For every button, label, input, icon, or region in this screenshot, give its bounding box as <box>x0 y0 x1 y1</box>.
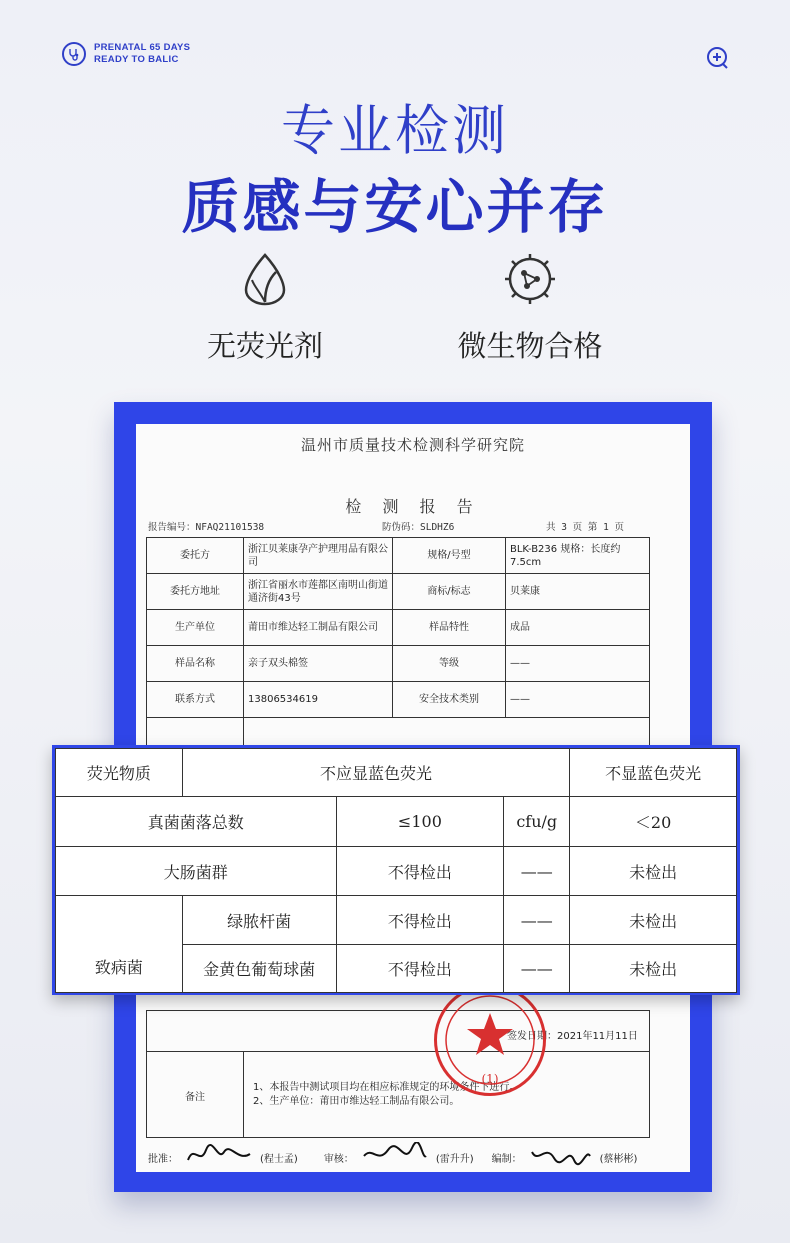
brand-logo <box>62 42 190 66</box>
result-item: 金黄色葡萄球菌 <box>182 945 336 993</box>
result-value: ＜20 <box>570 797 737 847</box>
result-value: 未检出 <box>570 896 737 945</box>
table-row <box>147 574 650 610</box>
info-key: 委托方地址 <box>147 574 244 610</box>
approve-name: (程士孟) <box>260 1154 298 1165</box>
edit-label: 编制： <box>491 1154 522 1165</box>
report-lower-box <box>146 1010 650 1138</box>
result-item: 绿脓杆菌 <box>182 896 336 945</box>
feature-label: 微生物合格 <box>457 329 603 363</box>
stethoscope-icon <box>62 42 86 66</box>
result-unit: —— <box>504 945 570 993</box>
remark-line: 2、生产单位：莆田市维达轻工制品有限公司。 <box>253 1096 460 1107</box>
brand-line1: PRENATAL 65 DAYS <box>94 42 191 53</box>
result-value: 不显蓝色荧光 <box>570 749 737 797</box>
microbe-icon <box>440 252 620 310</box>
feature-no-fluorescent <box>190 252 340 365</box>
info-value: 浙江省丽水市莲都区南明山街道通济街43号 <box>244 574 393 610</box>
official-stamp <box>434 984 546 1096</box>
result-item: 大肠菌群 <box>56 847 337 896</box>
info-key: 委托方 <box>147 538 244 574</box>
info-key: 生产单位 <box>147 610 244 646</box>
info-value: 13806534619 <box>244 682 393 718</box>
info-key: 样品名称 <box>147 646 244 682</box>
result-unit: —— <box>504 896 570 945</box>
result-unit: —— <box>504 847 570 896</box>
pathogen-label: 致病菌 <box>56 896 183 993</box>
edit-name: (蔡彬彬) <box>599 1154 638 1165</box>
report-institute: 温州市质量技术检测科学研究院 <box>300 436 525 454</box>
info-value: —— <box>506 682 650 718</box>
table-row <box>56 847 737 896</box>
info-key: 规格/号型 <box>393 538 506 574</box>
feature-label: 无荧光剂 <box>206 329 323 363</box>
info-key: 商标/标志 <box>393 574 506 610</box>
info-value: BLK-B236 规格：长度约7.5cm <box>506 538 650 574</box>
info-key: 联系方式 <box>147 682 244 718</box>
info-value: 浙江贝莱康孕产护理用品有限公司 <box>244 538 393 574</box>
svg-text:(1): (1) <box>481 1072 499 1086</box>
info-value: 莆田市维达轻工制品有限公司 <box>244 610 393 646</box>
results-overlay <box>52 745 740 995</box>
result-standard: 不应显蓝色荧光 <box>182 749 569 797</box>
result-standard: ≤100 <box>336 797 504 847</box>
report-anti-fake: 防伪码：SLDHZ6 <box>382 522 455 533</box>
table-row <box>147 682 650 718</box>
headline-line1: 专业检测 <box>281 99 509 162</box>
result-standard: 不得检出 <box>336 896 504 945</box>
review-label: 审核： <box>323 1154 354 1165</box>
info-value: 成品 <box>506 610 650 646</box>
review-signature <box>360 1142 430 1172</box>
result-standard: 不得检出 <box>336 847 504 896</box>
info-key: 等级 <box>393 646 506 682</box>
info-value: —— <box>506 646 650 682</box>
table-row <box>56 797 737 847</box>
chat-plus-icon[interactable] <box>706 46 730 74</box>
headline-line2: 质感与安心并存 <box>181 173 609 241</box>
report-info-table <box>146 537 650 775</box>
table-row <box>56 749 737 797</box>
feature-microbe <box>440 252 620 365</box>
info-key: 样品特性 <box>393 610 506 646</box>
report-title: 检 测 报 告 <box>345 497 481 516</box>
table-row <box>56 896 737 945</box>
issue-date: 签发日期：2021年11月11日 <box>507 1031 638 1042</box>
table-row <box>147 610 650 646</box>
table-row <box>147 646 650 682</box>
result-value: 未检出 <box>570 847 737 896</box>
remark-line: 1、本报告中测试项目均在相应标准规定的环境条件下进行。 <box>253 1082 520 1093</box>
remark-label: 备注 <box>147 1051 244 1138</box>
results-table <box>55 748 737 993</box>
result-item: 真菌菌落总数 <box>56 797 337 847</box>
result-unit: cfu/g <box>504 797 570 847</box>
approve-label: 批准： <box>148 1154 178 1165</box>
result-item: 荧光物质 <box>56 749 183 797</box>
review-name: (雷升升) <box>435 1154 474 1165</box>
approve-signature <box>184 1142 254 1172</box>
result-value: 未检出 <box>570 945 737 993</box>
leaf-drop-icon <box>190 252 340 310</box>
report-number: 报告编号：NFAQ21101538 <box>148 522 265 533</box>
report-pages: 共 3 页 第 1 页 <box>546 522 625 533</box>
brand-line2: READY TO BALIC <box>94 54 179 65</box>
info-value: 亲子双头棉签 <box>244 646 393 682</box>
edit-signature <box>528 1142 594 1172</box>
table-row <box>147 538 650 574</box>
result-standard: 不得检出 <box>336 945 504 993</box>
signature-row <box>148 1142 668 1172</box>
info-value: 贝莱康 <box>506 574 650 610</box>
info-key: 安全技术类别 <box>393 682 506 718</box>
